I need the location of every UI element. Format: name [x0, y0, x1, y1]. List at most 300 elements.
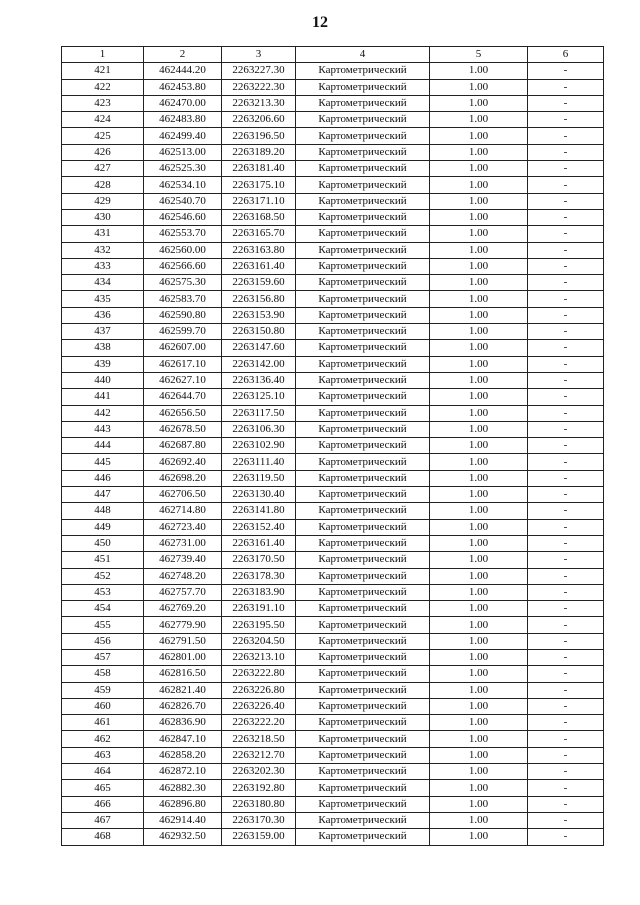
y-coordinate-cell: 2263136.40 — [222, 372, 296, 388]
y-coordinate-cell: 2263152.40 — [222, 519, 296, 535]
x-coordinate-cell: 462553.70 — [144, 226, 222, 242]
y-coordinate-cell: 2263192.80 — [222, 780, 296, 796]
description-cell: - — [528, 307, 604, 323]
y-coordinate-cell: 2263153.90 — [222, 307, 296, 323]
accuracy-cell: 1.00 — [430, 584, 528, 600]
x-coordinate-cell: 462617.10 — [144, 356, 222, 372]
description-cell: - — [528, 258, 604, 274]
description-cell: - — [528, 780, 604, 796]
point-number-cell: 441 — [62, 389, 144, 405]
x-coordinate-cell: 462513.00 — [144, 144, 222, 160]
table-row — [62, 764, 604, 780]
accuracy-cell: 1.00 — [430, 617, 528, 633]
method-cell: Картометрический — [296, 747, 430, 763]
accuracy-cell: 1.00 — [430, 682, 528, 698]
description-cell: - — [528, 324, 604, 340]
x-coordinate-cell: 462499.40 — [144, 128, 222, 144]
description-cell: - — [528, 829, 604, 845]
x-coordinate-cell: 462566.60 — [144, 258, 222, 274]
method-cell: Картометрический — [296, 372, 430, 388]
x-coordinate-cell: 462687.80 — [144, 438, 222, 454]
table-row — [62, 193, 604, 209]
method-cell: Картометрический — [296, 421, 430, 437]
table-row — [62, 63, 604, 79]
point-number-cell: 463 — [62, 747, 144, 763]
x-coordinate-cell: 462483.80 — [144, 112, 222, 128]
header-row — [62, 47, 604, 63]
description-cell: - — [528, 242, 604, 258]
point-number-cell: 450 — [62, 535, 144, 551]
accuracy-cell: 1.00 — [430, 454, 528, 470]
description-cell: - — [528, 438, 604, 454]
table-row — [62, 666, 604, 682]
point-number-cell: 454 — [62, 601, 144, 617]
x-coordinate-cell: 462723.40 — [144, 519, 222, 535]
table-row — [62, 519, 604, 535]
accuracy-cell: 1.00 — [430, 666, 528, 682]
description-cell: - — [528, 715, 604, 731]
point-number-cell: 438 — [62, 340, 144, 356]
y-coordinate-cell: 2263222.80 — [222, 666, 296, 682]
method-cell: Картометрический — [296, 95, 430, 111]
method-cell: Картометрический — [296, 389, 430, 405]
point-number-cell: 439 — [62, 356, 144, 372]
method-cell: Картометрический — [296, 454, 430, 470]
point-number-cell: 445 — [62, 454, 144, 470]
accuracy-cell: 1.00 — [430, 552, 528, 568]
accuracy-cell: 1.00 — [430, 731, 528, 747]
column-header: 2 — [144, 47, 222, 63]
y-coordinate-cell: 2263161.40 — [222, 258, 296, 274]
table-header — [62, 47, 604, 63]
accuracy-cell: 1.00 — [430, 764, 528, 780]
accuracy-cell: 1.00 — [430, 698, 528, 714]
accuracy-cell: 1.00 — [430, 796, 528, 812]
description-cell: - — [528, 568, 604, 584]
method-cell: Картометрический — [296, 764, 430, 780]
x-coordinate-cell: 462821.40 — [144, 682, 222, 698]
description-cell: - — [528, 389, 604, 405]
method-cell: Картометрический — [296, 340, 430, 356]
y-coordinate-cell: 2263213.10 — [222, 649, 296, 665]
point-number-cell: 468 — [62, 829, 144, 845]
point-number-cell: 431 — [62, 226, 144, 242]
y-coordinate-cell: 2263191.10 — [222, 601, 296, 617]
x-coordinate-cell: 462757.70 — [144, 584, 222, 600]
table-row — [62, 829, 604, 845]
table-row — [62, 584, 604, 600]
description-cell: - — [528, 193, 604, 209]
y-coordinate-cell: 2263212.70 — [222, 747, 296, 763]
table-row — [62, 535, 604, 551]
table-row — [62, 389, 604, 405]
point-number-cell: 461 — [62, 715, 144, 731]
point-number-cell: 429 — [62, 193, 144, 209]
y-coordinate-cell: 2263171.10 — [222, 193, 296, 209]
accuracy-cell: 1.00 — [430, 438, 528, 454]
table-row — [62, 812, 604, 828]
table-row — [62, 682, 604, 698]
description-cell: - — [528, 405, 604, 421]
description-cell: - — [528, 584, 604, 600]
x-coordinate-cell: 462698.20 — [144, 470, 222, 486]
accuracy-cell: 1.00 — [430, 209, 528, 225]
accuracy-cell: 1.00 — [430, 291, 528, 307]
method-cell: Картометрический — [296, 144, 430, 160]
description-cell: - — [528, 503, 604, 519]
description-cell: - — [528, 63, 604, 79]
x-coordinate-cell: 462525.30 — [144, 161, 222, 177]
description-cell: - — [528, 519, 604, 535]
description-cell: - — [528, 633, 604, 649]
x-coordinate-cell: 462914.40 — [144, 812, 222, 828]
table-row — [62, 487, 604, 503]
description-cell: - — [528, 177, 604, 193]
x-coordinate-cell: 462599.70 — [144, 324, 222, 340]
y-coordinate-cell: 2263106.30 — [222, 421, 296, 437]
point-number-cell: 460 — [62, 698, 144, 714]
y-coordinate-cell: 2263222.20 — [222, 715, 296, 731]
description-cell: - — [528, 356, 604, 372]
y-coordinate-cell: 2263178.30 — [222, 568, 296, 584]
accuracy-cell: 1.00 — [430, 389, 528, 405]
description-cell: - — [528, 291, 604, 307]
y-coordinate-cell: 2263204.50 — [222, 633, 296, 649]
table-row — [62, 780, 604, 796]
method-cell: Картометрический — [296, 829, 430, 845]
x-coordinate-cell: 462575.30 — [144, 275, 222, 291]
point-number-cell: 436 — [62, 307, 144, 323]
description-cell: - — [528, 552, 604, 568]
accuracy-cell: 1.00 — [430, 307, 528, 323]
accuracy-cell: 1.00 — [430, 258, 528, 274]
accuracy-cell: 1.00 — [430, 812, 528, 828]
method-cell: Картометрический — [296, 438, 430, 454]
method-cell: Картометрический — [296, 584, 430, 600]
point-number-cell: 433 — [62, 258, 144, 274]
description-cell: - — [528, 454, 604, 470]
column-header: 4 — [296, 47, 430, 63]
point-number-cell: 446 — [62, 470, 144, 486]
description-cell: - — [528, 226, 604, 242]
point-number-cell: 427 — [62, 161, 144, 177]
method-cell: Картометрический — [296, 356, 430, 372]
description-cell: - — [528, 812, 604, 828]
method-cell: Картометрический — [296, 682, 430, 698]
description-cell: - — [528, 112, 604, 128]
table-row — [62, 731, 604, 747]
method-cell: Картометрический — [296, 568, 430, 584]
description-cell: - — [528, 470, 604, 486]
method-cell: Картометрический — [296, 666, 430, 682]
method-cell: Картометрический — [296, 649, 430, 665]
point-number-cell: 422 — [62, 79, 144, 95]
accuracy-cell: 1.00 — [430, 829, 528, 845]
table-row — [62, 340, 604, 356]
table-row — [62, 291, 604, 307]
description-cell: - — [528, 601, 604, 617]
point-number-cell: 443 — [62, 421, 144, 437]
table-row — [62, 95, 604, 111]
accuracy-cell: 1.00 — [430, 193, 528, 209]
method-cell: Картометрический — [296, 161, 430, 177]
method-cell: Картометрический — [296, 633, 430, 649]
accuracy-cell: 1.00 — [430, 633, 528, 649]
method-cell: Картометрический — [296, 193, 430, 209]
y-coordinate-cell: 2263195.50 — [222, 617, 296, 633]
point-number-cell: 426 — [62, 144, 144, 160]
table-row — [62, 470, 604, 486]
method-cell: Картометрический — [296, 307, 430, 323]
method-cell: Картометрический — [296, 715, 430, 731]
x-coordinate-cell: 462692.40 — [144, 454, 222, 470]
description-cell: - — [528, 128, 604, 144]
description-cell: - — [528, 95, 604, 111]
description-cell: - — [528, 209, 604, 225]
accuracy-cell: 1.00 — [430, 79, 528, 95]
y-coordinate-cell: 2263111.40 — [222, 454, 296, 470]
accuracy-cell: 1.00 — [430, 503, 528, 519]
method-cell: Картометрический — [296, 503, 430, 519]
y-coordinate-cell: 2263202.30 — [222, 764, 296, 780]
table-row — [62, 112, 604, 128]
table-row — [62, 324, 604, 340]
accuracy-cell: 1.00 — [430, 161, 528, 177]
method-cell: Картометрический — [296, 780, 430, 796]
x-coordinate-cell: 462826.70 — [144, 698, 222, 714]
method-cell: Картометрический — [296, 226, 430, 242]
table-row — [62, 568, 604, 584]
accuracy-cell: 1.00 — [430, 747, 528, 763]
method-cell: Картометрический — [296, 275, 430, 291]
x-coordinate-cell: 462607.00 — [144, 340, 222, 356]
description-cell: - — [528, 764, 604, 780]
point-number-cell: 464 — [62, 764, 144, 780]
table-row — [62, 633, 604, 649]
method-cell: Картометрический — [296, 112, 430, 128]
table-row — [62, 144, 604, 160]
point-number-cell: 430 — [62, 209, 144, 225]
x-coordinate-cell: 462872.10 — [144, 764, 222, 780]
y-coordinate-cell: 2263183.90 — [222, 584, 296, 600]
method-cell: Картометрический — [296, 324, 430, 340]
x-coordinate-cell: 462656.50 — [144, 405, 222, 421]
point-number-cell: 425 — [62, 128, 144, 144]
method-cell: Картометрический — [296, 291, 430, 307]
accuracy-cell: 1.00 — [430, 324, 528, 340]
point-number-cell: 457 — [62, 649, 144, 665]
x-coordinate-cell: 462470.00 — [144, 95, 222, 111]
table-row — [62, 242, 604, 258]
accuracy-cell: 1.00 — [430, 568, 528, 584]
accuracy-cell: 1.00 — [430, 177, 528, 193]
point-number-cell: 467 — [62, 812, 144, 828]
point-number-cell: 437 — [62, 324, 144, 340]
column-header: 6 — [528, 47, 604, 63]
accuracy-cell: 1.00 — [430, 112, 528, 128]
table-row — [62, 715, 604, 731]
x-coordinate-cell: 462644.70 — [144, 389, 222, 405]
y-coordinate-cell: 2263141.80 — [222, 503, 296, 519]
point-number-cell: 421 — [62, 63, 144, 79]
description-cell: - — [528, 372, 604, 388]
description-cell: - — [528, 617, 604, 633]
accuracy-cell: 1.00 — [430, 470, 528, 486]
point-number-cell: 434 — [62, 275, 144, 291]
description-cell: - — [528, 340, 604, 356]
point-number-cell: 447 — [62, 487, 144, 503]
method-cell: Картометрический — [296, 812, 430, 828]
y-coordinate-cell: 2263117.50 — [222, 405, 296, 421]
y-coordinate-cell: 2263130.40 — [222, 487, 296, 503]
accuracy-cell: 1.00 — [430, 340, 528, 356]
column-header: 1 — [62, 47, 144, 63]
accuracy-cell: 1.00 — [430, 144, 528, 160]
x-coordinate-cell: 462534.10 — [144, 177, 222, 193]
method-cell: Картометрический — [296, 698, 430, 714]
accuracy-cell: 1.00 — [430, 226, 528, 242]
y-coordinate-cell: 2263170.50 — [222, 552, 296, 568]
method-cell: Картометрический — [296, 405, 430, 421]
x-coordinate-cell: 462678.50 — [144, 421, 222, 437]
accuracy-cell: 1.00 — [430, 780, 528, 796]
x-coordinate-cell: 462590.80 — [144, 307, 222, 323]
x-coordinate-cell: 462836.90 — [144, 715, 222, 731]
x-coordinate-cell: 462769.20 — [144, 601, 222, 617]
table-row — [62, 79, 604, 95]
point-number-cell: 459 — [62, 682, 144, 698]
point-number-cell: 442 — [62, 405, 144, 421]
point-number-cell: 448 — [62, 503, 144, 519]
x-coordinate-cell: 462731.00 — [144, 535, 222, 551]
y-coordinate-cell: 2263119.50 — [222, 470, 296, 486]
x-coordinate-cell: 462896.80 — [144, 796, 222, 812]
point-number-cell: 428 — [62, 177, 144, 193]
accuracy-cell: 1.00 — [430, 487, 528, 503]
table-row — [62, 177, 604, 193]
point-number-cell: 453 — [62, 584, 144, 600]
table-row — [62, 372, 604, 388]
point-number-cell: 456 — [62, 633, 144, 649]
table-row — [62, 161, 604, 177]
x-coordinate-cell: 462858.20 — [144, 747, 222, 763]
point-number-cell: 451 — [62, 552, 144, 568]
table-row — [62, 454, 604, 470]
accuracy-cell: 1.00 — [430, 421, 528, 437]
y-coordinate-cell: 2263226.40 — [222, 698, 296, 714]
x-coordinate-cell: 462791.50 — [144, 633, 222, 649]
accuracy-cell: 1.00 — [430, 372, 528, 388]
x-coordinate-cell: 462706.50 — [144, 487, 222, 503]
description-cell: - — [528, 682, 604, 698]
x-coordinate-cell: 462540.70 — [144, 193, 222, 209]
point-number-cell: 424 — [62, 112, 144, 128]
description-cell: - — [528, 79, 604, 95]
table-row — [62, 438, 604, 454]
column-header: 5 — [430, 47, 528, 63]
x-coordinate-cell: 462739.40 — [144, 552, 222, 568]
table-row — [62, 796, 604, 812]
method-cell: Картометрический — [296, 209, 430, 225]
point-number-cell: 440 — [62, 372, 144, 388]
table-body — [62, 63, 604, 845]
description-cell: - — [528, 275, 604, 291]
y-coordinate-cell: 2263180.80 — [222, 796, 296, 812]
table-row — [62, 128, 604, 144]
accuracy-cell: 1.00 — [430, 63, 528, 79]
method-cell: Картометрический — [296, 470, 430, 486]
y-coordinate-cell: 2263163.80 — [222, 242, 296, 258]
point-number-cell: 452 — [62, 568, 144, 584]
accuracy-cell: 1.00 — [430, 519, 528, 535]
point-number-cell: 466 — [62, 796, 144, 812]
method-cell: Картометрический — [296, 242, 430, 258]
page-number: 12 — [312, 14, 328, 31]
table-row — [62, 356, 604, 372]
y-coordinate-cell: 2263168.50 — [222, 209, 296, 225]
method-cell: Картометрический — [296, 601, 430, 617]
description-cell: - — [528, 747, 604, 763]
method-cell: Картометрический — [296, 63, 430, 79]
x-coordinate-cell: 462779.90 — [144, 617, 222, 633]
column-header: 3 — [222, 47, 296, 63]
point-number-cell: 455 — [62, 617, 144, 633]
y-coordinate-cell: 2263226.80 — [222, 682, 296, 698]
x-coordinate-cell: 462444.20 — [144, 63, 222, 79]
accuracy-cell: 1.00 — [430, 95, 528, 111]
method-cell: Картометрический — [296, 79, 430, 95]
y-coordinate-cell: 2263147.60 — [222, 340, 296, 356]
y-coordinate-cell: 2263181.40 — [222, 161, 296, 177]
point-number-cell: 462 — [62, 731, 144, 747]
x-coordinate-cell: 462546.60 — [144, 209, 222, 225]
accuracy-cell: 1.00 — [430, 128, 528, 144]
x-coordinate-cell: 462882.30 — [144, 780, 222, 796]
table-row — [62, 258, 604, 274]
description-cell: - — [528, 796, 604, 812]
y-coordinate-cell: 2263170.30 — [222, 812, 296, 828]
y-coordinate-cell: 2263142.00 — [222, 356, 296, 372]
description-cell: - — [528, 698, 604, 714]
table-row — [62, 649, 604, 665]
y-coordinate-cell: 2263227.30 — [222, 63, 296, 79]
method-cell: Картометрический — [296, 258, 430, 274]
x-coordinate-cell: 462801.00 — [144, 649, 222, 665]
accuracy-cell: 1.00 — [430, 275, 528, 291]
x-coordinate-cell: 462627.10 — [144, 372, 222, 388]
point-number-cell: 444 — [62, 438, 144, 454]
y-coordinate-cell: 2263159.00 — [222, 829, 296, 845]
table-row — [62, 747, 604, 763]
method-cell: Картометрический — [296, 519, 430, 535]
y-coordinate-cell: 2263189.20 — [222, 144, 296, 160]
accuracy-cell: 1.00 — [430, 535, 528, 551]
description-cell: - — [528, 649, 604, 665]
method-cell: Картометрический — [296, 487, 430, 503]
table-row — [62, 503, 604, 519]
description-cell: - — [528, 487, 604, 503]
y-coordinate-cell: 2263161.40 — [222, 535, 296, 551]
y-coordinate-cell: 2263159.60 — [222, 275, 296, 291]
y-coordinate-cell: 2263165.70 — [222, 226, 296, 242]
accuracy-cell: 1.00 — [430, 715, 528, 731]
point-number-cell: 423 — [62, 95, 144, 111]
table-row — [62, 275, 604, 291]
y-coordinate-cell: 2263222.30 — [222, 79, 296, 95]
description-cell: - — [528, 144, 604, 160]
method-cell: Картометрический — [296, 796, 430, 812]
x-coordinate-cell: 462714.80 — [144, 503, 222, 519]
